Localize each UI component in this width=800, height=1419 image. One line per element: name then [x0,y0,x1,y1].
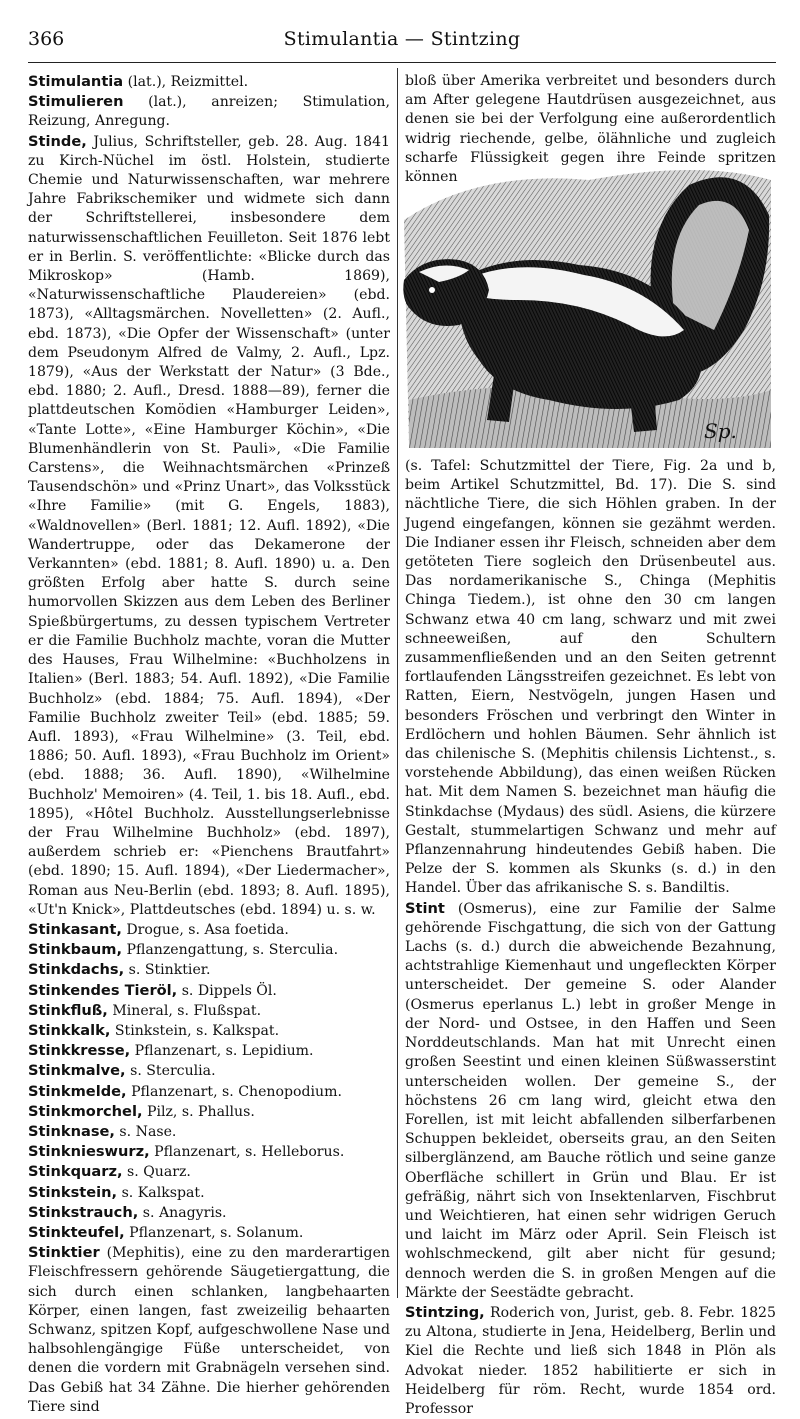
headword: Stinkmorchel, [28,1102,143,1120]
headword: Stintzing, [405,1303,485,1321]
headword: Stinkkresse, [28,1042,131,1060]
right-column-bottom [405,457,776,1419]
entry-stint [405,899,776,1303]
entry-stimulieren [28,92,390,131]
entry-short [28,981,390,1001]
entry-short [28,1061,390,1081]
entry-short [28,1082,390,1102]
page-title: Stimulantia — Stintzing [283,28,521,50]
entry-text: Stinkstein, s. Kalkspat. [110,1022,280,1039]
entry-stinktier [28,1243,390,1417]
entry-text: Roderich von, Jurist, geb. 8. Febr. 1825 zu Altona, studierte in Jena, Heidelberg, Berlin und Kiel die Rechte und ließ sich 1848 in Plön als Advokat nieder. 1852 habilitierte er sich in Heidelberg für röm. Recht, wurde 1854 ord. Professor [405,1304,776,1417]
entry-text: s. Stinktier. [124,962,211,979]
entry-text: Pflanzenart, s. Lepidium. [130,1043,314,1060]
short-entries [28,920,390,1243]
headword: Stinknieswurz, [28,1143,150,1161]
entry-stintzing [405,1303,776,1419]
illustrator-signature: Sp. [704,419,737,443]
entry-short [28,1041,390,1061]
headword: Stint [405,899,445,917]
headword: Stinkbaum, [28,941,123,959]
page-header [28,28,776,62]
column-divider [397,68,398,1298]
entry-text: s. Kalkspat. [117,1184,205,1201]
entry-text: s. Dippels Öl. [177,982,277,999]
entry-text: Pflanzengattung, s. Sterculia. [122,942,339,959]
headword: Stinkteufel, [28,1223,125,1241]
headword: Stinktier [28,1244,100,1262]
entry-text: (Osmerus), eine zur Familie der Salme gehörende Fischgattung, die sich von der Gattung Lachs (s. d.) durch die abweichende Bezahnung, achtstrahlige Kiemenhaut und ungefleckten Körper unterscheidet. Der gemeine S. oder Alander (Osmerus eperlanus L.) lebt in großer Menge in der Nord- und Ostsee, in den Haffen und Seen Norddeutschlands. Man hat mit Unrecht einen großen Seestint und einen kleinen Süßwasserstint unterscheiden wollen. Der gemeine S., der höchstens 26 cm lang wird, gleicht etwa den Forellen, ist mit leicht abfallenden silberfarbenen Schuppen bekleidet, oberseits grau, an den Seiten silberglänzend, am Bauche rötlich und seine ganze Oberfläche schillert in Grün und Blau. Er ist gefräßig, nährt sich von Insektenlarven, Fischbrut und Weichtieren, hat einen sehr widrigen Geruch und laicht im März oder April. Sein Fleisch ist wohlschmeckend, gilt aber nicht für gesund; dennoch werden die S. in großen Mengen auf die Märkte der Seestädte gebracht. [405,900,776,1301]
entry-text: Pflanzenart, s. Solanum. [124,1224,304,1241]
entry-short [28,1223,390,1243]
skunk-engraving [399,160,776,453]
headword: Stinkquarz, [28,1163,123,1181]
entry-short [28,940,390,960]
entry-text: (lat.), Reizmittel. [123,74,249,90]
entry-text: Pflanzenart, s. Helleborus. [149,1144,345,1161]
header-rule [28,62,776,63]
entry-short [28,1001,390,1021]
headword: Stinkstein, [28,1183,118,1201]
page-number: 366 [28,28,65,50]
headword: Stinkfluß, [28,1001,108,1019]
stinktier-details: (s. Tafel: Schutzmittel der Tiere, Fig. 2a und b, beim Artikel Schutzmittel, Bd. 17). Die S. sind nächtliche Tiere, die sich Höhlen graben. In der Jugend eingefangen, können sie gezähmt werden. Die Indianer essen ihr Fleisch, schneiden aber dem getöteten Tiere sogleich den Drüsenbeutel aus. Das nordamerikanische S., Chinga (Mephitis Chinga Tiedem.), ist ohne den 30 cm langen Schwanz etwa 40 cm lang, schwarz und mit zwei schneeweißen, auf den Schultern zusammenfließenden und an den Seiten getrennt fortlaufenden Längsstreifen gezeichnet. Es lebt von Ratten, Eiern, Nestvögeln, jungen Hasen und besonders Fröschen und verbringt den Winter in Erdlöchern und hohlen Bäumen. Sehr ähnlich ist das chilenische S. (Mephitis chilensis Lichtenst., s. vorstehende Abbildung), das einen weißen Rücken hat. Mit dem Namen S. bezeichnet man häufig die Stinkdachse (Mydaus) des südl. Asiens, die kürzere Gestalt, stummelartigen Schwanz und mehr auf Pflanzennahrung hindeutendes Gebiß haben. Die Pelze der S. kommen als Skunks (s. d.) in den Handel. Über das afrikanische S. s. Bandiltis. [405,458,776,897]
stinktier-continuation: bloß über Amerika verbreitet und besonders durch am After gelegene Hautdrüsen ausgezeichnet, aus denen sie bei der Verfolgung eine außerordentlich widrig riechende, gelbe, ölähnliche und zugleich scharfe Flüssigkeit gegen ihre Feinde spritzen können [405,73,776,186]
entry-short [28,1021,390,1041]
entry-short [28,1102,390,1122]
entry-text: (Mephitis), eine zu den marderartigen Fleischfressern gehörende Säugetiergattung, die sich durch einen schlanken, langbehaarten Körper, einen langen, fast zweizeilig behaarten Schwanz, spitzen Kopf, aufgeschwollene Nase und halbsohlengängige Füße unterscheidet, von denen die vordern mit Grabnägeln versehen sind. Das Gebiß hat 34 Zähne. Die hierher gehörenden Tiere sind [28,1245,390,1415]
entry-text: Julius, Schriftsteller, geb. 28. Aug. 1841 zu Kirch-Nüchel im östl. Holstein, studierte Chemie und Naturwissenschaften, war mehrere Jahre Fabrikschemiker und widmete sich dann der Schriftstellerei, insbesondere dem naturwissenschaftlichen Feuilleton. Seit 1876 lebt er in Berlin. S. veröffentlichte: «Blicke durch das Mikroskop» (Hamb. 1869), «Naturwissenschaftliche Plaudereien» (ebd. 1873), «Alltagsmärchen. Novelletten» (2. Aufl., ebd. 1873), «Die Opfer der Wissenschaft» (unter dem Pseudonym Alfred de Valmy, 2. Aufl., Lpz. 1879), «Aus der Werkstatt der Natur» (3 Bde., ebd. 1880; 2. Aufl., Dresd. 1888—89), ferner die plattdeutschen Komödien «Hamburger Leiden», «Tante Lotte», «Eine Hamburger Köchin», «Die Blumenhändlerin von St. Pauli», «Die Familie Carstens», die Weihnachtsmärchen «Prinzeß Tausendschön» und «Prinz Unart», das Volksstück «Ihre Familie» (mit G. Engels, 1883), «Waldnovellen» (Berl. 1881; 12. Aufl. 1892), «Die Wandertruppe, oder das Dekamerone der Verkannten» (ebd. 1881; 8. Aufl. 1890) u. a. Den größten Erfolg aber hatte S. durch seine humorvollen Skizzen aus dem Leben des Berliner Spießbürgertums, zu dessen typischem Vertreter er die Familie Buchholz machte, voran die Mutter des Hauses, Frau Wilhelmine: «Buchholzens in Italien» (Berl. 1883; 54. Aufl. 1892), «Die Familie Buchholz» (ebd. 1884; 75. Aufl. 1894), «Der Familie Buchholz zweiter Teil» (ebd. 1885; 59. Aufl. 1893), «Frau Wilhelmine» (3. Teil, ebd. 1886; 50. Aufl. 1893), «Frau Buchholz im Orient» (ebd. 1888; 36. Aufl. 1890), «Wilhelmine Buchholz' Memoiren» (4. Teil, 1. bis 18. Aufl., ebd. 1895), «Hôtel Buchholz. Ausstellungserlebnisse der Frau Wilhelmine Buchholz» (ebd. 1897), außerdem schrieb er: «Pienchens Brautfahrt» (ebd. 1890; 15. Aufl. 1894), «Der Liedermacher», Roman aus Neu-Berlin (ebd. 1893; 8. Aufl. 1895), «Ut'n Knick», Plattdeutsches (ebd. 1894) u. s. w. [28,133,390,918]
entry-text: s. Sterculia. [125,1063,216,1080]
entry-short [28,1183,390,1203]
entry-text: Pflanzenart, s. Chenopodium. [126,1083,342,1100]
headword: Stinkmelde, [28,1082,127,1100]
left-column [28,72,390,1417]
entry-text: s. Anagyris. [138,1204,227,1221]
entry-text: (lat.), anreizen; Stimulation, Reizung, Anregung. [28,94,390,130]
skunk-illustration [399,160,776,453]
entry-text: s. Nase. [114,1123,177,1140]
entry-short [28,1162,390,1182]
headword: Stinkendes Tieröl, [28,981,178,999]
entry-short [28,1122,390,1142]
entry-short [28,1142,390,1162]
headword: Stimulieren [28,93,124,111]
headword: Stinkasant, [28,920,122,938]
entry-short [28,1203,390,1223]
entry-stimulantia [28,72,390,92]
headword: Stinknase, [28,1122,115,1140]
entry-short [28,920,390,940]
headword: Stinde, [28,132,87,150]
headword: Stinkdachs, [28,961,125,979]
entry-stinde [28,132,390,920]
headword: Stinkstrauch, [28,1203,139,1221]
entry-text: Mineral, s. Flußspat. [107,1002,262,1019]
headword: Stimulantia [28,73,124,90]
entry-text: Drogue, s. Asa foetida. [121,921,289,938]
headword: Stinkmalve, [28,1062,126,1080]
headword: Stinkkalk, [28,1021,111,1039]
entry-text: s. Quarz. [122,1164,191,1181]
entry-short [28,960,390,980]
entry-text: Pilz, s. Phallus. [142,1103,255,1120]
